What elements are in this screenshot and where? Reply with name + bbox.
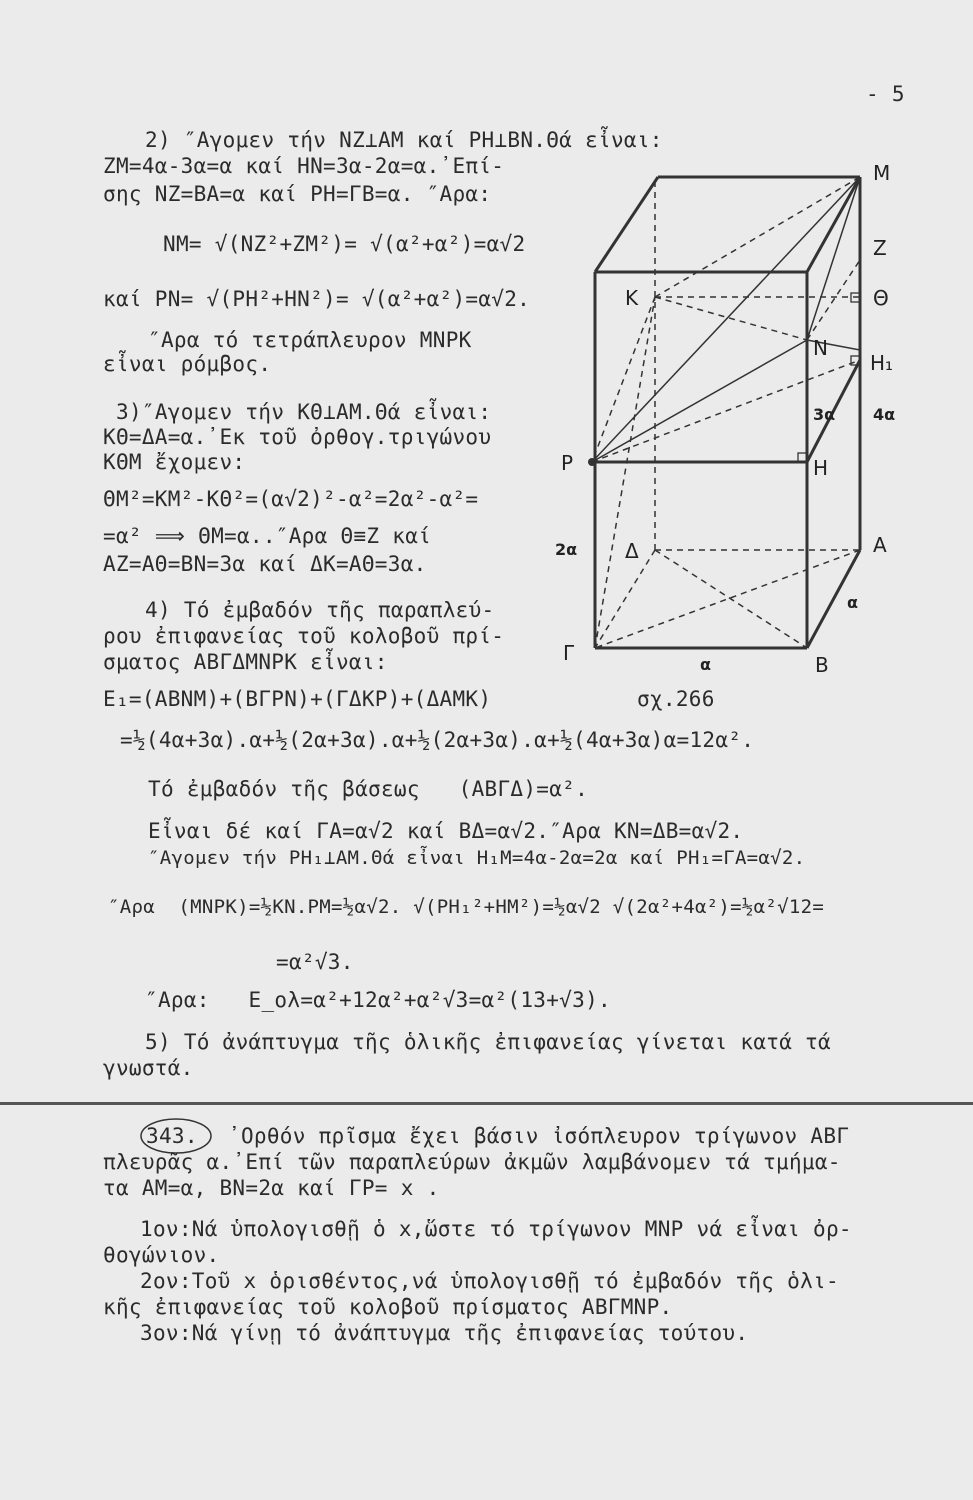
label-4a: 4α (873, 405, 896, 424)
label-B: B (815, 653, 829, 677)
label-M: M (873, 161, 891, 185)
figure-caption: σχ.266 (637, 687, 715, 711)
s3-line6: ΑΖ=ΑΘ=ΒΝ=3α καί ΔΚ=ΑΘ=3α. (103, 552, 427, 576)
s4-line8: ″Αγομεν τήν ΡΗ₁⊥ΑΜ.Θά εἶναι Η₁Μ=4α-2α=2α καί ΡΗ₁=ΓΑ=α√2. (148, 847, 806, 869)
s2-line3: σης ΝΖ=ΒΑ=α καί ΡΗ=ΓΒ=α. ″Αρα: (103, 182, 492, 206)
s2-line4: ΝΜ= √(ΝΖ²+ΖΜ²)= √(α²+α²)=α√2 (163, 232, 526, 256)
s4-line4: Ε₁=(ΑΒΝΜ)+(ΒΓΡΝ)+(ΓΔΚΡ)+(ΔΑΜΚ) (103, 687, 492, 711)
question2-line1: 2ον:Τοῦ x ὁρισθέντος,νά ὑπολογισθῇ τό ἐμβαδόν τῆς ὁλι- (140, 1269, 839, 1293)
s4-line3: σματος ΑΒΓΔΜΝΡΚ εἶναι: (103, 650, 388, 674)
question1-line2: θογώνιον. (103, 1243, 220, 1267)
s3-line1: 3)″Αγομεν τήν ΚΘ⊥ΑΜ.Θά εἶναι: (116, 400, 492, 424)
label-Gamma: Γ (563, 641, 575, 665)
s2-line2: ΖΜ=4α-3α=α καί ΗΝ=3α-2α=α.᾿Επί- (103, 154, 505, 178)
label-P: P (561, 451, 574, 475)
question2-line2: κῆς ἐπιφανείας τοῦ κολοβοῦ πρίσματος ΑΒΓΜΝΡ. (103, 1295, 673, 1319)
label-a-bottom: α (700, 655, 711, 674)
s3-line2: ΚΘ=ΔΑ=α.᾿Εκ τοῦ ὀρθογ.τριγώνου (103, 425, 492, 449)
label-H1: H₁ (870, 351, 894, 375)
label-H: H (813, 456, 829, 480)
question3: 3ον:Νά γίνῃ τό ἀνάπτυγμα τῆς ἐπιφανείας τούτου. (140, 1321, 749, 1345)
question1-line1: 1ον:Νά ὑπολογισθῇ ὁ x,ὥστε τό τρίγωνον ΜΝΡ νά εἶναι ὀρ- (140, 1217, 852, 1241)
label-K: K (625, 286, 639, 310)
s2-line7: εἶναι ρόμβος. (103, 352, 272, 376)
s4-line5: =½(4α+3α).α+½(2α+3α).α+½(2α+3α).α+½(4α+3α)α=12α². (120, 728, 755, 752)
section-divider (0, 1102, 973, 1105)
s3-line3: ΚΘΜ ἔχομεν: (103, 450, 246, 474)
s4-line11: ″Αρα: Ε_ολ=α²+12α²+α²√3=α²(13+√3). (145, 988, 611, 1012)
s5-line1: 5) Τό ἀνάπτυγμα τῆς ὁλικῆς ἐπιφανείας γίνεται κατά τά (145, 1030, 831, 1054)
s4-line9: ″Αρα (ΜΝΡΚ)=½ΚΝ.ΡΜ=½α√2. √(ΡΗ₁²+ΗΜ²)=½α√2 √(2α²+4α²)=½α²√12= (108, 896, 825, 918)
s3-line4: ΘΜ²=ΚΜ²-ΚΘ²=(α√2)²-α²=2α²-α²= (103, 487, 479, 511)
s4-line6: Τό ἐμβαδόν τῆς βάσεως (ΑΒΓΔ)=α². (148, 777, 589, 801)
label-Delta: Δ (625, 539, 639, 563)
s2-line5: καί ΡΝ= √(ΡΗ²+ΗΝ²)= √(α²+α²)=α√2. (103, 287, 531, 311)
s4-line1: 4) Τό ἐμβαδόν τῆς παραπλεύ- (145, 598, 495, 622)
label-Theta: Θ (873, 286, 889, 310)
label-A: A (873, 533, 887, 557)
s3-line5: =α² ⟹ ΘΜ=α..″Αρα Θ≡Ζ καί (103, 524, 432, 548)
problem-line2: πλευρᾶς α.᾿Επί τῶν παραπλεύρων ἀκμῶν λαμβάνομεν τά τμήμα- (103, 1150, 841, 1174)
problem-number: 343. (146, 1124, 198, 1148)
label-3a: 3α (813, 405, 836, 424)
label-N: N (813, 336, 828, 360)
problem-line1: ᾿Ορθόν πρῖσμα ἔχει βάσιν ἰσόπλευρον τρίγωνον ΑΒΓ (228, 1124, 850, 1148)
label-2a: 2α (555, 540, 578, 559)
s4-line7: Εἶναι δέ καί ΓΑ=α√2 καί ΒΔ=α√2.″Αρα ΚΝ=ΔΒ=α√2. (148, 819, 744, 843)
s4-line2: ρου ἐπιφανείας τοῦ κολοβοῦ πρί- (103, 624, 505, 648)
s2-line1: 2) ″Αγομεν τήν ΝΖ⊥ΑΜ καί ΡΗ⊥ΒΝ.Θά εἶναι: (145, 128, 663, 152)
s5-line2: γνωστά. (103, 1056, 194, 1080)
page-number: - 5 (866, 82, 905, 106)
label-Z: Z (873, 236, 887, 260)
s2-line6: ″Αρα τό τετράπλευρον ΜΝΡΚ (148, 328, 472, 352)
problem-line3: τα ΑΜ=α, ΒΝ=2α καί ΓΡ= x . (103, 1176, 440, 1200)
label-a-side: α (847, 593, 858, 612)
prism-figure (555, 160, 915, 720)
s4-line10: =α²√3. (276, 950, 354, 974)
